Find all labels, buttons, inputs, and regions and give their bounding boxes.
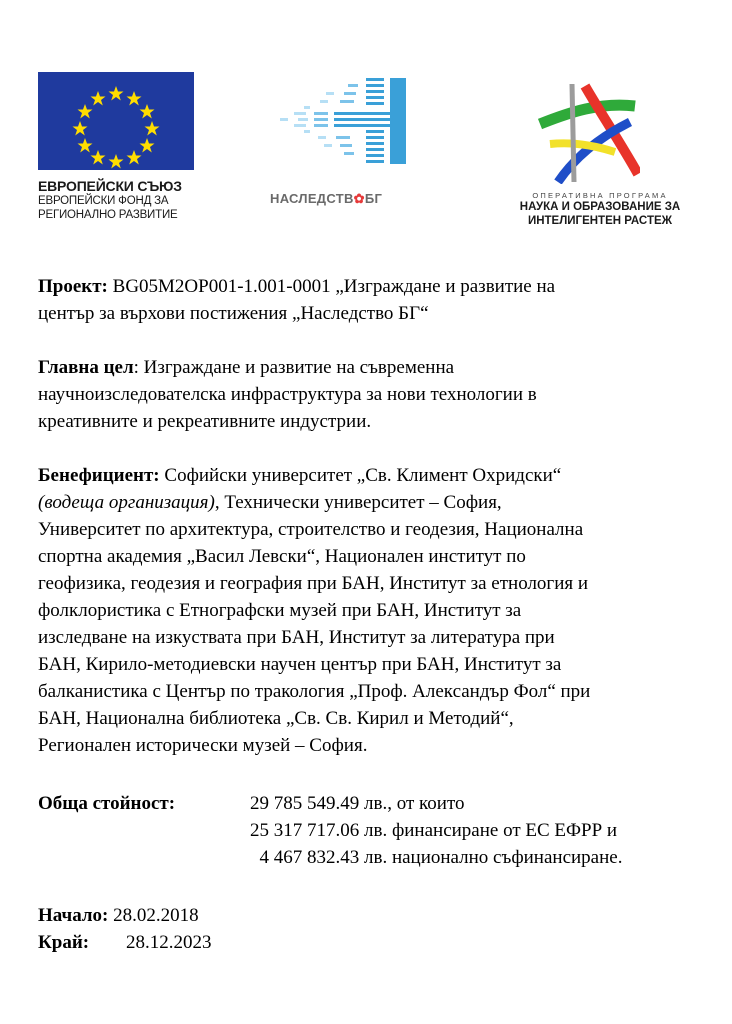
- beneficiary-text-9: балканистика с Център по тракология „Проф. Александър Фол“ при: [38, 681, 591, 702]
- total-cost-label: Обща стойност:: [38, 793, 176, 814]
- eu-logo: [38, 72, 208, 222]
- beneficiary-text-2: , Технически университет – София,: [214, 492, 502, 513]
- nasledstvo-wordmark-part1: НАСЛЕДСТВ: [270, 191, 354, 206]
- beneficiary-text-6: фолклористика с Етнографски музей при БАН, Институт за: [38, 600, 522, 621]
- end-date-label: Край:: [38, 932, 90, 953]
- total-cost-line-1: 29 785 549.49 лв., от които: [250, 793, 465, 814]
- goal-text-1: : Изграждане и развитие на съвременна: [133, 357, 455, 378]
- program-small-caption: ОПЕРАТИВНА ПРОГРАМА: [532, 191, 668, 200]
- eu-logo-subtitle-2: РЕГИОНАЛНО РАЗВИТИЕ: [38, 209, 178, 221]
- beneficiary-label: Бенефициент:: [38, 465, 160, 486]
- program-title-2: ИНТЕЛИГЕНТЕН РАСТЕЖ: [527, 215, 673, 227]
- dates-section: [38, 902, 212, 956]
- beneficiary-text-11: Регионален исторически музей – София.: [38, 735, 368, 756]
- total-cost-values: [250, 790, 622, 871]
- goal-section: [38, 354, 708, 435]
- beneficiary-lead-note: (водеща организация): [38, 492, 215, 513]
- beneficiary-text-5: геофизика, геодезия и география при БАН, Институт за етнология и: [38, 573, 589, 594]
- program-title-1: НАУКА И ОБРАЗОВАНИЕ ЗА: [519, 201, 681, 213]
- operational-program-logo: [500, 82, 700, 228]
- project-label: Проект:: [38, 276, 108, 297]
- goal-text-3: креативните и рекреативните индустрии.: [38, 411, 372, 432]
- goal-label: Главна цел: [38, 357, 134, 378]
- project-section: [38, 273, 708, 327]
- total-cost-line-3: 4 467 832.43 лв. национално съфинансиране.: [250, 847, 623, 868]
- start-date-label: Начало:: [38, 905, 109, 926]
- beneficiary-text-3: Университет по архитектура, строителство и геодезия, Национална: [38, 519, 584, 540]
- nasledstvo-wordmark-part2: БГ: [364, 191, 383, 206]
- beneficiary-text-8: БАН, Кирило-методиевски научен център при БАН, Институт за: [38, 654, 562, 675]
- end-date-value: 28.12.2023: [126, 932, 212, 953]
- goal-text-2: научноизследователска инфраструктура за нови технологии в: [38, 384, 537, 405]
- rose-icon: ✿: [353, 191, 365, 206]
- eu-logo-subtitle-1: ЕВРОПЕЙСКИ ФОНД ЗА: [38, 195, 169, 207]
- total-cost-line-2: 25 317 717.06 лв. финансиране от ЕС ЕФРР и: [250, 820, 618, 841]
- eu-flag-icon: [38, 72, 194, 170]
- nasledstvo-bg-logo: [270, 78, 430, 207]
- beneficiary-text-7: изследване на изкуствата при БАН, Институт за литература при: [38, 627, 555, 648]
- beneficiary-text-4: спортна академия „Васил Левски“, Национален институт по: [38, 546, 526, 567]
- nasledstvo-h-mark-icon: [274, 78, 414, 164]
- project-text-2: център за върхови постижения „Наследство БГ“: [38, 303, 429, 324]
- beneficiary-text-1: Софийски университет „Св. Климент Охридски“: [159, 465, 562, 486]
- program-ribbons-icon: [530, 82, 640, 184]
- beneficiary-text-10: БАН, Национална библиотека „Св. Св. Кирил и Методий“,: [38, 708, 514, 729]
- nasledstvo-bg-wordmark: [270, 191, 430, 207]
- beneficiary-section: [38, 462, 708, 759]
- project-text-1: BG05M2OP001-1.001-0001 „Изграждане и развитие на: [107, 276, 556, 297]
- start-date-value: 28.02.2018: [108, 905, 199, 926]
- eu-logo-title: ЕВРОПЕЙСКИ СЪЮЗ: [38, 178, 182, 194]
